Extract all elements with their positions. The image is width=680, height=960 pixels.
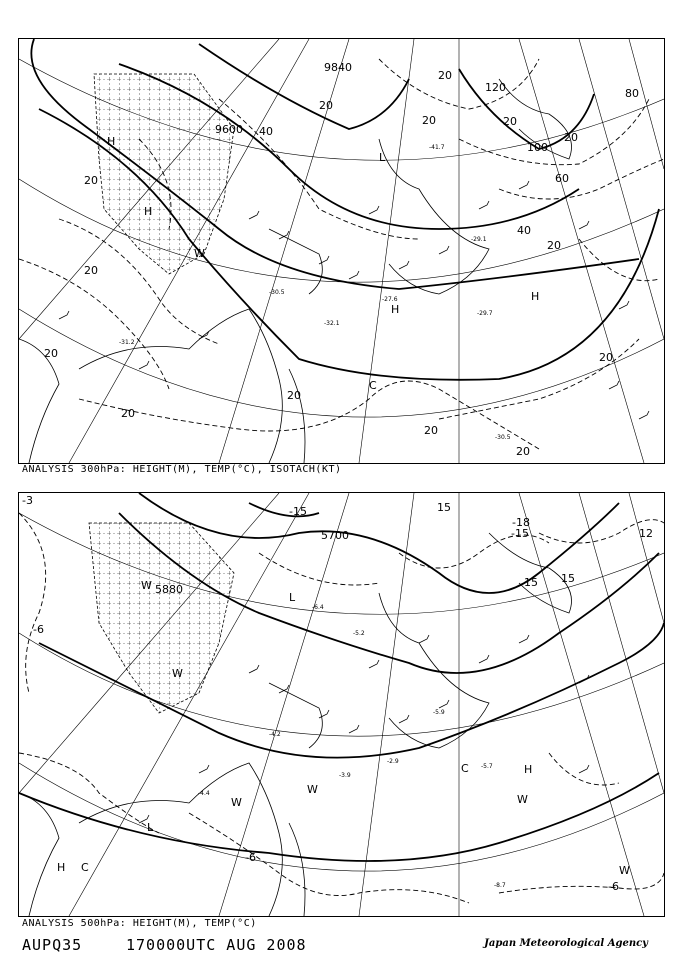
svg-text:-4.4: -4.4 xyxy=(198,790,210,797)
svg-text:-3: -3 xyxy=(22,494,33,507)
svg-text:-4.2: -4.2 xyxy=(269,731,281,738)
svg-text:9840: 9840 xyxy=(324,61,352,74)
svg-text:-18: -18 xyxy=(512,516,530,529)
temperature-samples xyxy=(198,604,506,889)
svg-text:20: 20 xyxy=(564,131,578,144)
svg-text:C: C xyxy=(81,861,89,874)
svg-text:-8.7: -8.7 xyxy=(494,882,506,889)
svg-text:H: H xyxy=(107,135,116,148)
svg-text:H: H xyxy=(144,205,153,218)
map-500hpa xyxy=(19,493,664,916)
svg-text:W: W xyxy=(172,667,183,680)
svg-text:-29.7: -29.7 xyxy=(477,310,493,317)
svg-text:5700: 5700 xyxy=(321,529,349,542)
svg-text:L: L xyxy=(289,591,296,604)
svg-text:-6: -6 xyxy=(33,623,44,636)
map-300hpa xyxy=(19,39,664,463)
caption-500hpa: ANALYSIS 500hPa: HEIGHT(M), TEMP(°C) xyxy=(22,918,257,929)
svg-text:-29.1: -29.1 xyxy=(471,236,487,243)
svg-text:L: L xyxy=(147,821,154,834)
svg-text:-6: -6 xyxy=(608,880,619,893)
svg-text:20: 20 xyxy=(547,239,561,252)
svg-text:W: W xyxy=(194,247,205,260)
svg-text:-6: -6 xyxy=(245,851,256,864)
svg-text:40: 40 xyxy=(259,125,273,138)
svg-text:-27.6: -27.6 xyxy=(382,296,398,303)
svg-text:60: 60 xyxy=(555,172,569,185)
caption-300hpa: ANALYSIS 300hPa: HEIGHT(M), TEMP(°C), ISOTACH(KT) xyxy=(22,464,342,475)
map-panel-500hpa xyxy=(18,492,665,917)
svg-text:-30.5: -30.5 xyxy=(495,434,511,441)
svg-text:15: 15 xyxy=(524,576,538,589)
svg-text:80: 80 xyxy=(625,87,639,100)
svg-text:120: 120 xyxy=(485,81,506,94)
svg-text:5880: 5880 xyxy=(155,583,183,596)
svg-text:-15: -15 xyxy=(289,505,307,518)
valid-datetime: 170000UTC AUG 2008 xyxy=(126,936,307,954)
svg-text:W: W xyxy=(517,793,528,806)
svg-text:20: 20 xyxy=(121,407,135,420)
svg-text:C: C xyxy=(461,762,469,775)
svg-text:L: L xyxy=(379,151,386,164)
svg-text:20: 20 xyxy=(84,264,98,277)
map-panel-300hpa xyxy=(18,38,665,464)
svg-text:-6.4: -6.4 xyxy=(312,604,324,611)
svg-text:W: W xyxy=(619,864,630,877)
svg-text:20: 20 xyxy=(438,69,452,82)
svg-text:20: 20 xyxy=(287,389,301,402)
svg-text:W: W xyxy=(231,796,242,809)
svg-text:12: 12 xyxy=(639,527,653,540)
svg-text:W: W xyxy=(307,783,318,796)
svg-text:H: H xyxy=(524,763,533,776)
chart-id: AUPQ35 xyxy=(22,936,83,954)
svg-text:-15: -15 xyxy=(511,527,529,540)
svg-text:20: 20 xyxy=(44,347,58,360)
svg-text:100: 100 xyxy=(527,141,548,154)
svg-text:20: 20 xyxy=(319,99,333,112)
svg-text:-31.2: -31.2 xyxy=(119,339,135,346)
svg-text:-41.7: -41.7 xyxy=(429,144,445,151)
svg-text:15: 15 xyxy=(561,572,575,585)
svg-text:20: 20 xyxy=(424,424,438,437)
svg-text:9600: 9600 xyxy=(215,123,243,136)
svg-text:W: W xyxy=(141,579,152,592)
svg-text:-2.9: -2.9 xyxy=(387,758,399,765)
svg-text:20: 20 xyxy=(503,115,517,128)
svg-text:H: H xyxy=(391,303,400,316)
svg-text:-5.2: -5.2 xyxy=(353,630,365,637)
svg-text:20: 20 xyxy=(599,351,613,364)
svg-text:H: H xyxy=(57,861,66,874)
svg-text:40: 40 xyxy=(517,224,531,237)
svg-text:-32.1: -32.1 xyxy=(324,320,340,327)
svg-text:-5.9: -5.9 xyxy=(433,709,445,716)
svg-text:15: 15 xyxy=(437,501,451,514)
svg-text:-30.5: -30.5 xyxy=(269,289,285,296)
svg-text:-5.7: -5.7 xyxy=(481,763,493,770)
svg-text:-3.9: -3.9 xyxy=(339,772,351,779)
svg-text:20: 20 xyxy=(84,174,98,187)
svg-text:20: 20 xyxy=(422,114,436,127)
svg-text:20: 20 xyxy=(516,445,530,458)
agency-name: Japan Meteorological Agency xyxy=(484,938,648,949)
svg-text:C: C xyxy=(369,379,377,392)
svg-text:H: H xyxy=(531,290,540,303)
